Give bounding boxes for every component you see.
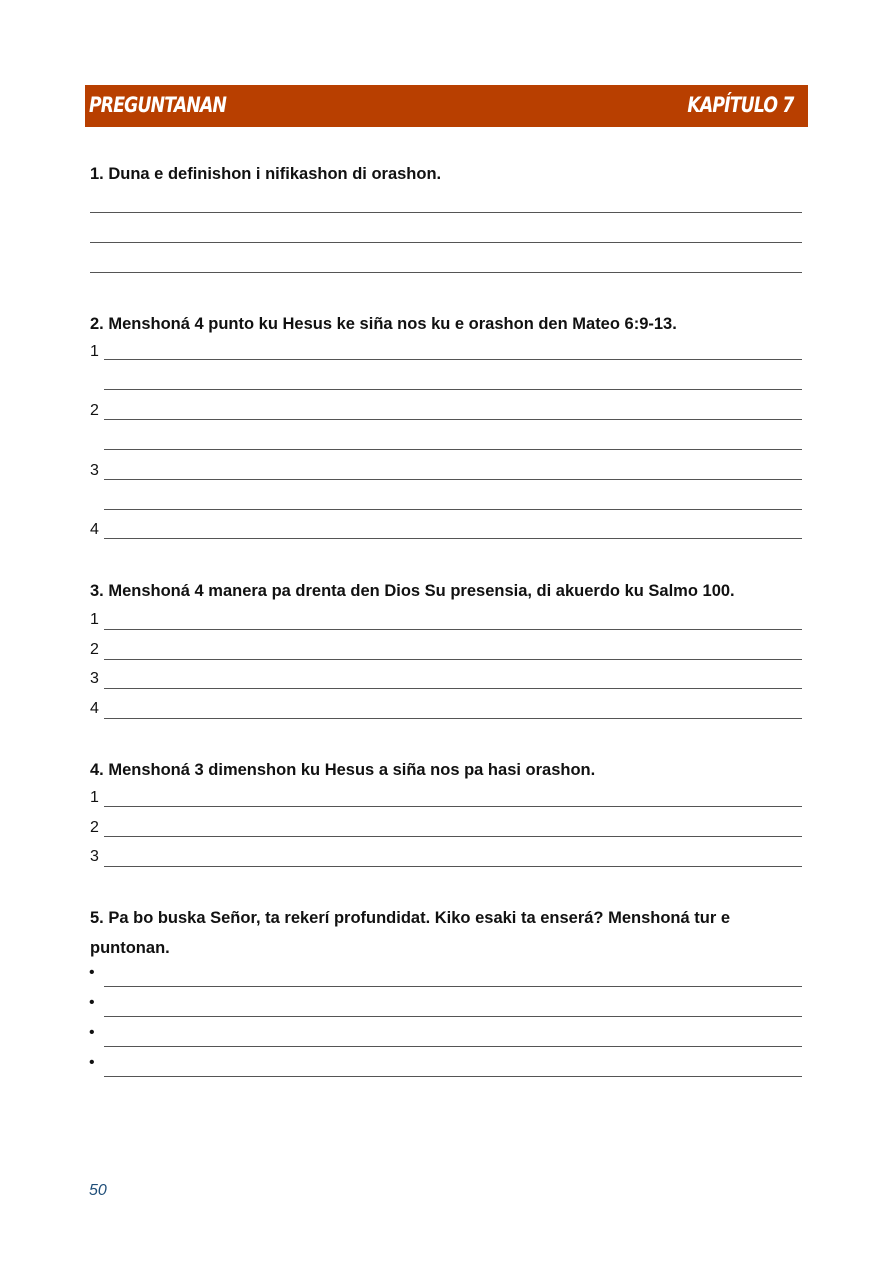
answer-line[interactable] bbox=[104, 659, 802, 660]
answer-line[interactable] bbox=[104, 389, 802, 390]
answer-line[interactable] bbox=[104, 1016, 802, 1017]
item-number: 4 bbox=[90, 521, 99, 538]
bullet-icon: • bbox=[89, 964, 95, 981]
answer-line[interactable] bbox=[104, 629, 802, 630]
answer-line[interactable] bbox=[104, 419, 802, 420]
question-4: 4. Menshoná 3 dimenshon ku Hesus a siña nos pa hasi orashon. bbox=[90, 761, 596, 779]
bullet-icon: • bbox=[89, 1054, 95, 1071]
question-5-line-2: puntonan. bbox=[90, 939, 170, 957]
answer-line[interactable] bbox=[104, 359, 802, 360]
answer-line[interactable] bbox=[104, 866, 802, 867]
question-2: 2. Menshoná 4 punto ku Hesus ke siña nos ku e orashon den Mateo 6:9-13. bbox=[90, 315, 677, 333]
answer-line[interactable] bbox=[104, 479, 802, 480]
section-header bbox=[85, 85, 808, 127]
question-3: 3. Menshoná 4 manera pa drenta den Dios Su presensia, di akuerdo ku Salmo 100. bbox=[90, 582, 735, 600]
answer-line[interactable] bbox=[104, 806, 802, 807]
answer-line[interactable] bbox=[90, 272, 802, 273]
item-number: 4 bbox=[90, 700, 99, 717]
answer-line[interactable] bbox=[104, 449, 802, 450]
item-number: 1 bbox=[90, 343, 99, 360]
item-number: 3 bbox=[90, 462, 99, 479]
item-number: 1 bbox=[90, 789, 99, 806]
item-number: 2 bbox=[90, 819, 99, 836]
bullet-icon: • bbox=[89, 1024, 95, 1041]
answer-line[interactable] bbox=[104, 688, 802, 689]
question-5-line-1: 5. Pa bo buska Señor, ta rekerí profundidat. Kiko esaki ta enserá? Menshoná tur e bbox=[90, 909, 731, 927]
page-number: 50 bbox=[89, 1182, 107, 1199]
answer-line[interactable] bbox=[90, 242, 802, 243]
item-number: 3 bbox=[90, 670, 99, 687]
answer-line[interactable] bbox=[104, 1046, 802, 1047]
section-title: PREGUNTANAN bbox=[89, 93, 227, 117]
item-number: 2 bbox=[90, 402, 99, 419]
chapter-label: KAPÍTULO 7 bbox=[687, 93, 794, 117]
bullet-icon: • bbox=[89, 994, 95, 1011]
answer-line[interactable] bbox=[104, 836, 802, 837]
answer-line[interactable] bbox=[104, 538, 802, 539]
answer-line[interactable] bbox=[104, 1076, 802, 1077]
item-number: 3 bbox=[90, 848, 99, 865]
item-number: 1 bbox=[90, 611, 99, 628]
question-1: 1. Duna e definishon i nifikashon di orashon. bbox=[90, 165, 442, 183]
item-number: 2 bbox=[90, 641, 99, 658]
answer-line[interactable] bbox=[90, 212, 802, 213]
answer-line[interactable] bbox=[104, 986, 802, 987]
answer-line[interactable] bbox=[104, 718, 802, 719]
answer-line[interactable] bbox=[104, 509, 802, 510]
